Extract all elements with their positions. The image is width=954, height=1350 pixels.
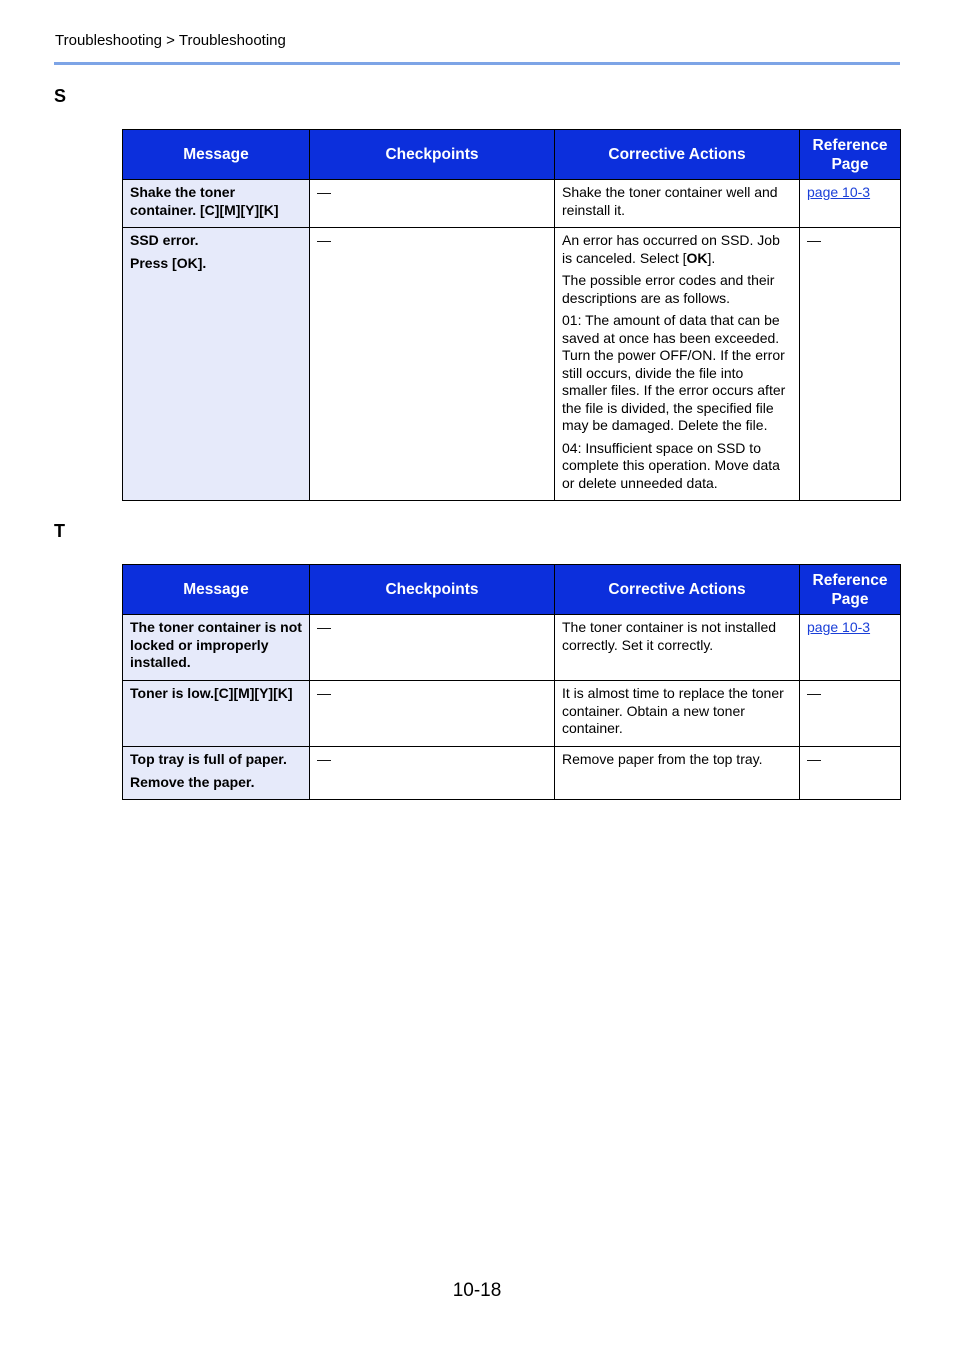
action-text: 04: Insufficient space on SSD to complete this operation. Move data or delete unneeded data. xyxy=(562,439,780,491)
reference-cell xyxy=(800,180,901,228)
checkpoints-cell: — xyxy=(310,615,555,681)
ok-key-label: OK xyxy=(686,249,708,266)
message-text: Top tray is full of paper. xyxy=(130,751,287,767)
checkpoints-cell: — xyxy=(310,228,555,501)
table-header-row xyxy=(123,565,901,615)
section-letter-s: S xyxy=(54,86,67,106)
actions-cell xyxy=(555,180,800,228)
column-header-message: Message xyxy=(123,130,310,180)
checkpoints-cell: — xyxy=(310,747,555,800)
message-text: Toner is low.[C][M][Y][K] xyxy=(130,685,293,701)
breadcrumb: Troubleshooting > Troubleshooting xyxy=(55,32,286,49)
message-cell xyxy=(123,228,310,501)
actions-cell xyxy=(555,681,800,747)
action-text: 01: The amount of data that can be saved at once has been exceeded. Turn the power OFF/ON. If the error still occurs, divide the file into smaller files. If the error occurs after the file is divided, the specified file may be damaged. Delete the file. xyxy=(562,312,786,433)
message-cell xyxy=(123,747,310,800)
column-header-corrective-actions: Corrective Actions xyxy=(555,565,800,615)
action-text: It is almost time to replace the toner container. Obtain a new toner container. xyxy=(562,685,784,736)
checkpoints-cell: — xyxy=(310,681,555,747)
column-header-checkpoints: Checkpoints xyxy=(310,565,555,615)
column-header-corrective-actions: Corrective Actions xyxy=(555,130,800,180)
table-header-row xyxy=(123,130,901,180)
message-text: SSD error. xyxy=(130,232,199,248)
reference-cell xyxy=(800,615,901,681)
message-text: Shake the toner container. [C][M][Y][K] xyxy=(130,184,279,218)
reference-cell: — xyxy=(800,681,901,747)
message-text: The toner container is not locked or improperly installed. xyxy=(130,619,302,670)
message-text: Press [OK]. xyxy=(130,254,207,271)
column-header-reference-page: Reference Page xyxy=(800,565,901,615)
error-table-s xyxy=(122,129,901,501)
message-cell xyxy=(123,180,310,228)
reference-link[interactable]: page 10-3 xyxy=(807,184,871,200)
message-cell xyxy=(123,681,310,747)
action-text xyxy=(562,232,792,267)
reference-cell: — xyxy=(800,747,901,800)
table-row xyxy=(123,180,901,228)
reference-cell: — xyxy=(800,228,901,501)
error-table-t xyxy=(122,564,901,800)
table-row xyxy=(123,228,901,501)
message-text: Remove the paper. xyxy=(130,773,255,790)
header-rule xyxy=(54,62,900,65)
action-text: The toner container is not installed correctly. Set it correctly. xyxy=(562,619,777,653)
message-cell xyxy=(123,615,310,681)
actions-cell xyxy=(555,747,800,800)
checkpoints-cell: — xyxy=(310,180,555,228)
table-row xyxy=(123,615,901,681)
table-row xyxy=(123,747,901,800)
column-header-message: Message xyxy=(123,565,310,615)
action-text-suffix: ]. xyxy=(707,249,716,266)
action-text: Shake the toner container well and reinstall it. xyxy=(562,184,778,218)
column-header-checkpoints: Checkpoints xyxy=(310,130,555,180)
action-text: Remove paper from the top tray. xyxy=(562,751,763,767)
actions-cell xyxy=(555,615,800,681)
column-header-reference-page: Reference Page xyxy=(800,130,901,180)
action-text: The possible error codes and their descriptions are as follows. xyxy=(562,272,775,306)
page-number: 10-18 xyxy=(452,1280,502,1301)
table-row xyxy=(123,681,901,747)
section-letter-t: T xyxy=(54,521,65,541)
action-text-prefix: An error has occurred on SSD. Job is canceled. Select [ xyxy=(562,232,780,266)
reference-link[interactable]: page 10-3 xyxy=(807,619,871,635)
actions-cell xyxy=(555,228,800,501)
